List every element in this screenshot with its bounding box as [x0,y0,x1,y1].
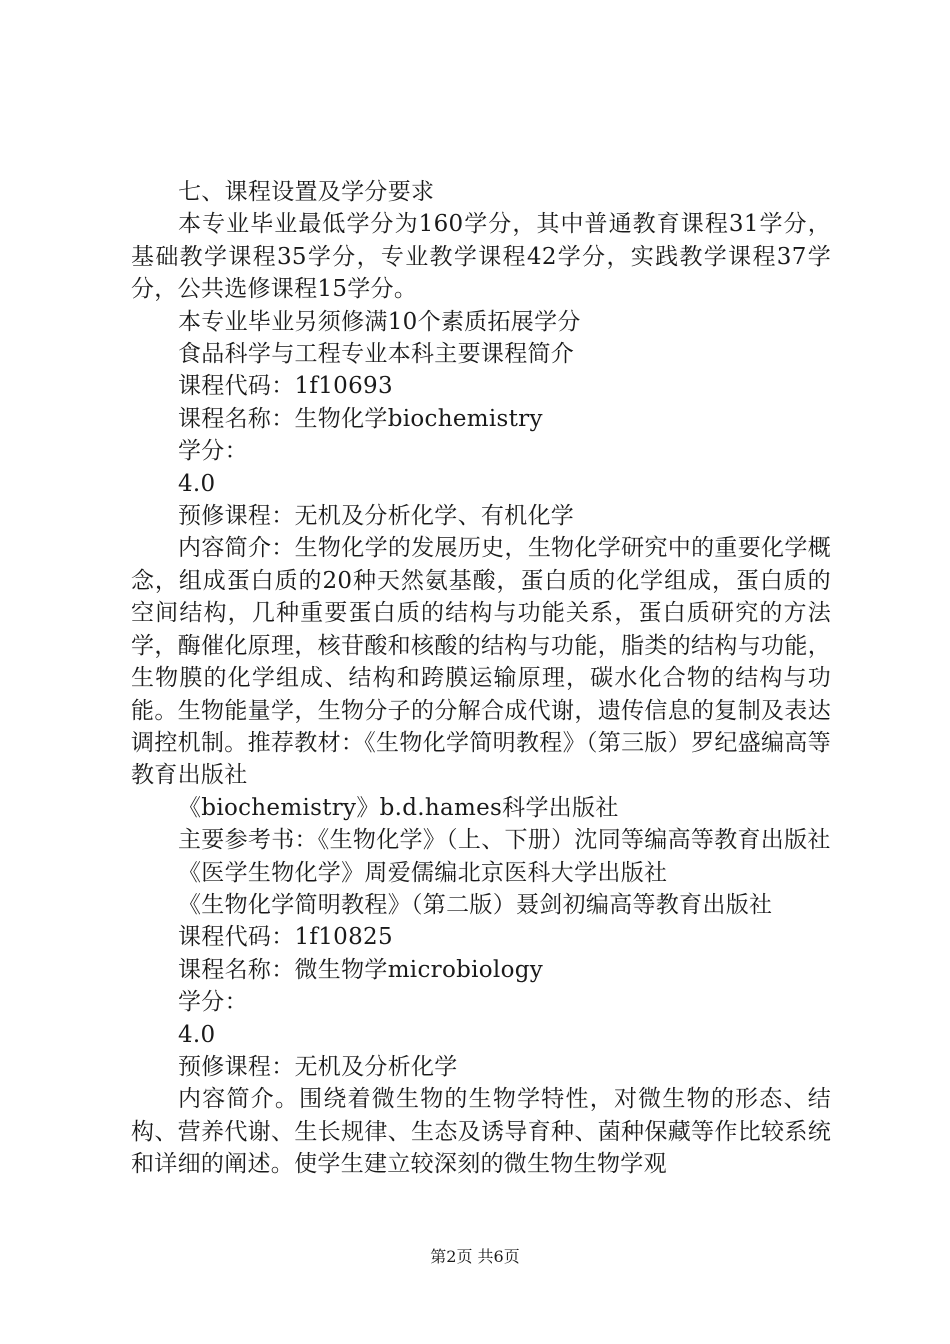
course-code-2: 课程代码：1f10825 [178,924,393,951]
course-description-1: 内容简介：生物化学的发展历史，生物化学研究中的重要化学概念，组成蛋白质的20种天然氨基酸，蛋白质的化学组成，蛋白质的空间结构，几种重要蛋白质的结构与功能关系，蛋白质研究的方法学，酶催化原理，核苷酸和核酸的结构与功能，脂类的结构与功能，生物膜的化学组成、结构和跨膜运输原理，碳水化合物的结构与功能。生物能量学，生物分子的分解合成代谢，遗传信息的复制及表达调控机制。推荐教材：《生物化学简明教程》（第三版）罗纪盛编高等教育出版社 [131,535,831,789]
reference-book-2: 《医学生物化学》周爱儒编北京医科大学出版社 [178,859,668,886]
prerequisite-1: 预修课程：无机及分析化学、有机化学 [178,503,575,530]
prerequisite-2: 预修课程：无机及分析化学 [178,1053,458,1080]
course-code-1: 课程代码：1f10693 [178,373,393,400]
credit-value-1: 4.0 [178,470,216,497]
course-description-2: 内容简介。围绕着微生物的生物学特性，对微生物的形态、结构、营养代谢、生长规律、生态及诱导育种、菌种保藏等作比较系统和详细的阐述。使学生建立较深刻的微生物生物学观 [131,1086,831,1178]
page-number-footer: 第2页 共6页 [430,1247,520,1266]
credit-label-1: 学分： [178,438,248,465]
credit-label-2: 学分： [178,989,248,1016]
section-heading: 七、课程设置及学分要求 [178,179,435,205]
textbook-line: 《biochemistry》b.d.hames科学出版社 [178,794,619,821]
course-name-1: 课程名称：生物化学biochemistry [178,405,543,432]
credit-value-2: 4.0 [178,1021,216,1048]
credit-requirements-paragraph: 本专业毕业最低学分为160学分，其中普通教育课程31学分，基础教学课程35学分，专业教学课程42学分，实践教学课程37学分，公共选修课程15学分。 [131,211,831,303]
course-intro-title: 食品科学与工程专业本科主要课程简介 [178,341,575,368]
reference-books-line: 主要参考书：《生物化学》（上、下册）沈同等编高等教育出版社 [178,827,831,854]
document-body [131,176,831,1181]
reference-book-3: 《生物化学简明教程》（第二版）聂剑初编高等教育出版社 [178,891,773,918]
course-name-2: 课程名称：微生物学microbiology [178,956,544,983]
quality-credit-paragraph: 本专业毕业另须修满10个素质拓展学分 [178,308,581,335]
